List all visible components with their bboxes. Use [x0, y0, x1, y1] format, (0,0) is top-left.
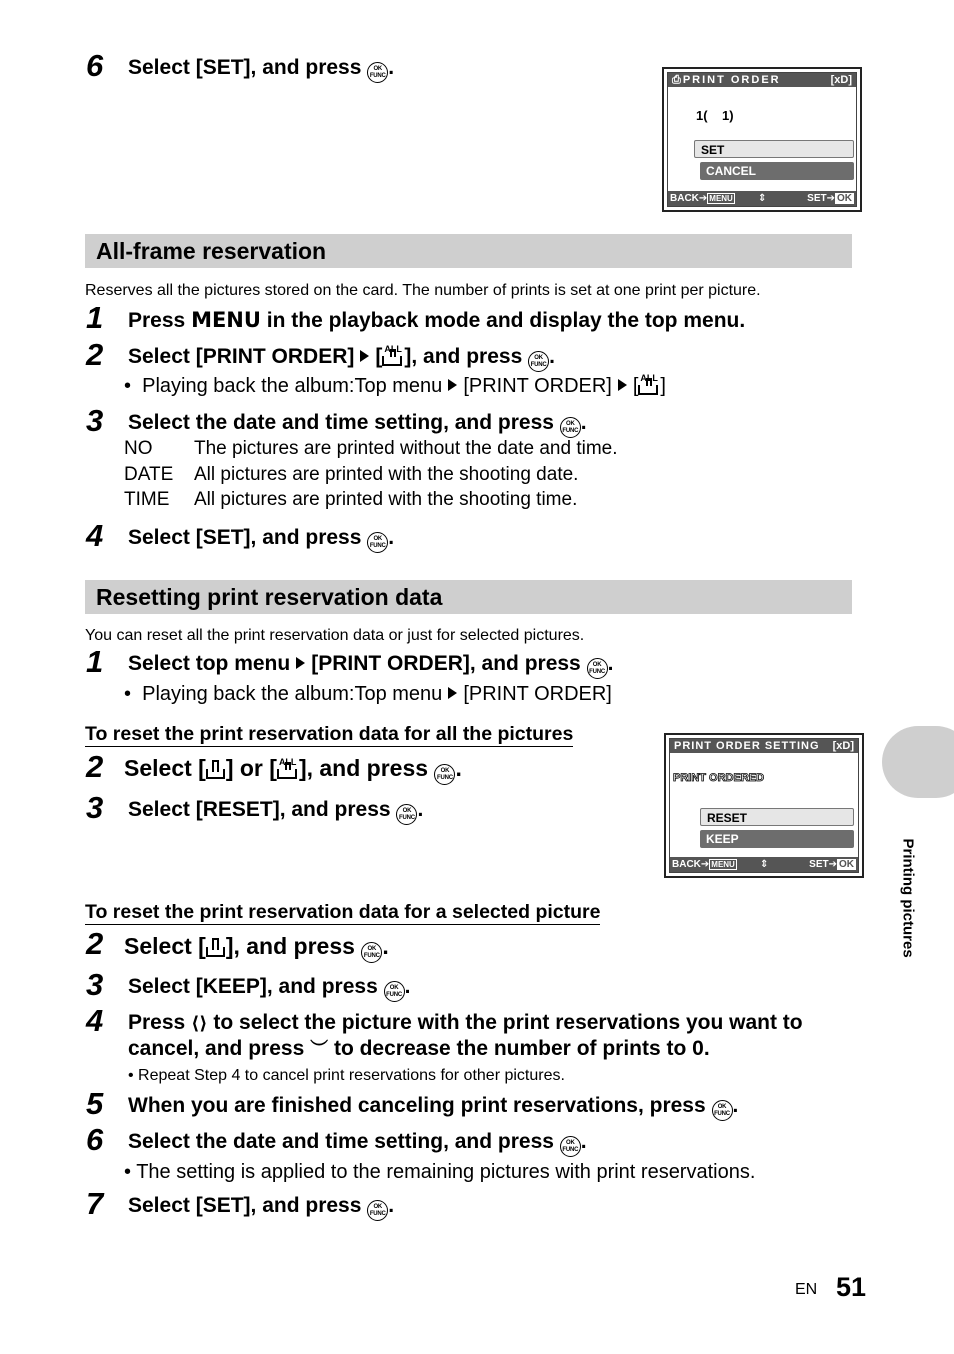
lcd-title-bar: ⎙PRINT ORDER [xD]	[668, 73, 856, 87]
page-number: 51	[836, 1272, 867, 1302]
step-text: Select [RESET], and press OK FUNC .	[128, 797, 423, 825]
all-print-icon: ALL	[277, 758, 299, 780]
all-print-icon: ALL	[638, 374, 660, 396]
section-heading: All-frame reservation	[85, 234, 852, 268]
chapter-label: Printing pictures	[899, 838, 917, 958]
ok-func-button-icon: OK FUNC	[367, 1200, 388, 1221]
menu-button-label: MENU	[191, 308, 261, 332]
chapter-tab	[882, 726, 954, 798]
ok-func-button-icon: OK FUNC	[560, 1136, 581, 1157]
step-text: Select [SET], and press OK FUNC .	[128, 1193, 394, 1221]
step-text: Press MENU in the playback mode and display the top menu.	[128, 308, 746, 332]
ok-func-button-icon: OK FUNC	[434, 764, 455, 785]
step-text-cont: cancel, and press ︶ to decrease the number of prints to 0.	[128, 1037, 710, 1060]
step-text: Select the date and time setting, and press OK FUNC .	[128, 410, 587, 438]
ok-func-button-icon: OK FUNC	[560, 417, 581, 438]
print-icon: ⎙	[672, 74, 683, 86]
lcd-bottom-bar: BACK➔ MENU ⇕ SET➔ OK	[670, 857, 858, 872]
step-number: 7	[86, 1186, 104, 1221]
step-text: Select [SET], and press OK FUNC .	[128, 525, 394, 553]
lcd-bottom-bar: BACK➔ MENU ⇕ SET➔ OK	[668, 191, 856, 206]
ok-button-icon: OK	[837, 193, 852, 204]
updown-icon: ⇕	[758, 193, 767, 204]
xd-card-badge: [xD]	[830, 74, 852, 86]
arrow-right-icon	[296, 657, 305, 669]
bullet-note: • Playing back the album:Top menu [PRINT ORDER]	[124, 683, 612, 705]
option-key-date: DATE	[124, 464, 174, 485]
xd-card-badge: [xD]	[832, 740, 854, 752]
step-number: 5	[86, 1086, 104, 1121]
option-desc-no: The pictures are printed without the date and time.	[194, 438, 618, 459]
step-number: 2	[86, 337, 104, 372]
step-text: Select [SET], and press OK FUNC .	[128, 55, 394, 83]
step-number: 3	[86, 967, 104, 1002]
lcd-print-order	[662, 67, 862, 212]
section-intro: You can reset all the print reservation data or just for selected pictures.	[85, 627, 585, 644]
bullet-note: • The setting is applied to the remaining pictures with print reservations.	[124, 1161, 756, 1183]
all-print-icon: ALL	[382, 345, 404, 367]
option-desc-date: All pictures are printed with the shooting date.	[194, 464, 579, 485]
step-number: 1	[86, 644, 104, 679]
section-intro: Reserves all the pictures stored on the card. The number of prints is set at one print per picture.	[85, 282, 761, 299]
menu-option-keep[interactable]: KEEP	[700, 830, 854, 848]
step-number: 1	[86, 300, 104, 335]
step-number: 4	[86, 1003, 104, 1038]
step-number: 3	[86, 403, 104, 438]
step-text: Select [PRINT ORDER] [ ALL ], and press OK FUNC .	[128, 344, 555, 372]
step-number: 4	[86, 518, 104, 553]
language-code: EN	[795, 1281, 818, 1298]
step-text: Press ⟨⟩ to select the picture with the print reservations you want to	[128, 1011, 803, 1034]
step-number: 6	[86, 48, 104, 83]
arrow-right-icon	[448, 379, 457, 391]
print-count: 1( 1)	[696, 108, 734, 123]
subheading-all-pictures: To reset the print reservation data for all the pictures	[85, 723, 574, 745]
step-text: Select [ ], and press OK FUNC .	[124, 933, 389, 963]
subheading-selected-picture: To reset the print reservation data for a selected picture	[85, 901, 601, 923]
single-print-icon	[206, 758, 226, 780]
menu-option-cancel[interactable]: CANCEL	[700, 162, 854, 180]
lcd-title-bar: PRINT ORDER SETTING [xD]	[670, 739, 858, 753]
arrow-right-icon	[618, 379, 627, 391]
ok-func-button-icon: OK FUNC	[528, 351, 549, 372]
step-number: 3	[86, 790, 104, 825]
arrow-right-icon	[448, 687, 457, 699]
step-text: Select the date and time setting, and press OK FUNC .	[128, 1129, 587, 1157]
arrow-right-icon	[360, 350, 369, 362]
option-key-time: TIME	[124, 489, 170, 510]
updown-icon: ⇕	[760, 859, 769, 870]
menu-button-icon: MENU	[711, 860, 735, 869]
step-text: Select top menu [PRINT ORDER], and press OK FUNC .	[128, 651, 613, 679]
ok-func-button-icon: OK FUNC	[367, 532, 388, 553]
step-text: Select [KEEP], and press OK FUNC .	[128, 974, 410, 1002]
step-number: 6	[86, 1122, 104, 1157]
option-desc-time: All pictures are printed with the shooting time.	[194, 489, 578, 510]
section-heading: Resetting print reservation data	[85, 580, 852, 614]
down-arrow-icon: ︶	[310, 1039, 329, 1059]
menu-button-icon: MENU	[709, 194, 733, 203]
ok-func-button-icon: OK FUNC	[367, 62, 388, 83]
step-number: 2	[86, 926, 104, 961]
single-print-icon	[206, 936, 226, 958]
menu-option-set[interactable]: SET	[694, 140, 854, 158]
ok-func-button-icon: OK FUNC	[384, 981, 405, 1002]
ok-func-button-icon: OK FUNC	[361, 942, 382, 963]
bullet-note: • Playing back the album:Top menu [PRINT ORDER] [ ALL ]	[124, 373, 666, 397]
left-right-arrow-icon: ⟨⟩	[191, 1013, 208, 1033]
step-note: • Repeat Step 4 to cancel print reservations for other pictures.	[128, 1067, 565, 1084]
step-text: Select [ ] or [ ALL ], and press OK FUNC .	[124, 755, 462, 785]
ok-button-icon: OK	[839, 859, 854, 870]
step-text: When you are finished canceling print reservations, press OK FUNC .	[128, 1093, 738, 1121]
ok-func-button-icon: OK FUNC	[712, 1100, 733, 1121]
step-number: 2	[86, 749, 104, 784]
status-print-ordered: PRINT ORDERED	[673, 772, 765, 784]
lcd-print-order-setting	[664, 733, 864, 878]
ok-func-button-icon: OK FUNC	[396, 804, 417, 825]
option-key-no: NO	[124, 438, 153, 459]
ok-func-button-icon: OK FUNC	[587, 658, 608, 679]
menu-option-reset[interactable]: RESET	[700, 808, 854, 826]
